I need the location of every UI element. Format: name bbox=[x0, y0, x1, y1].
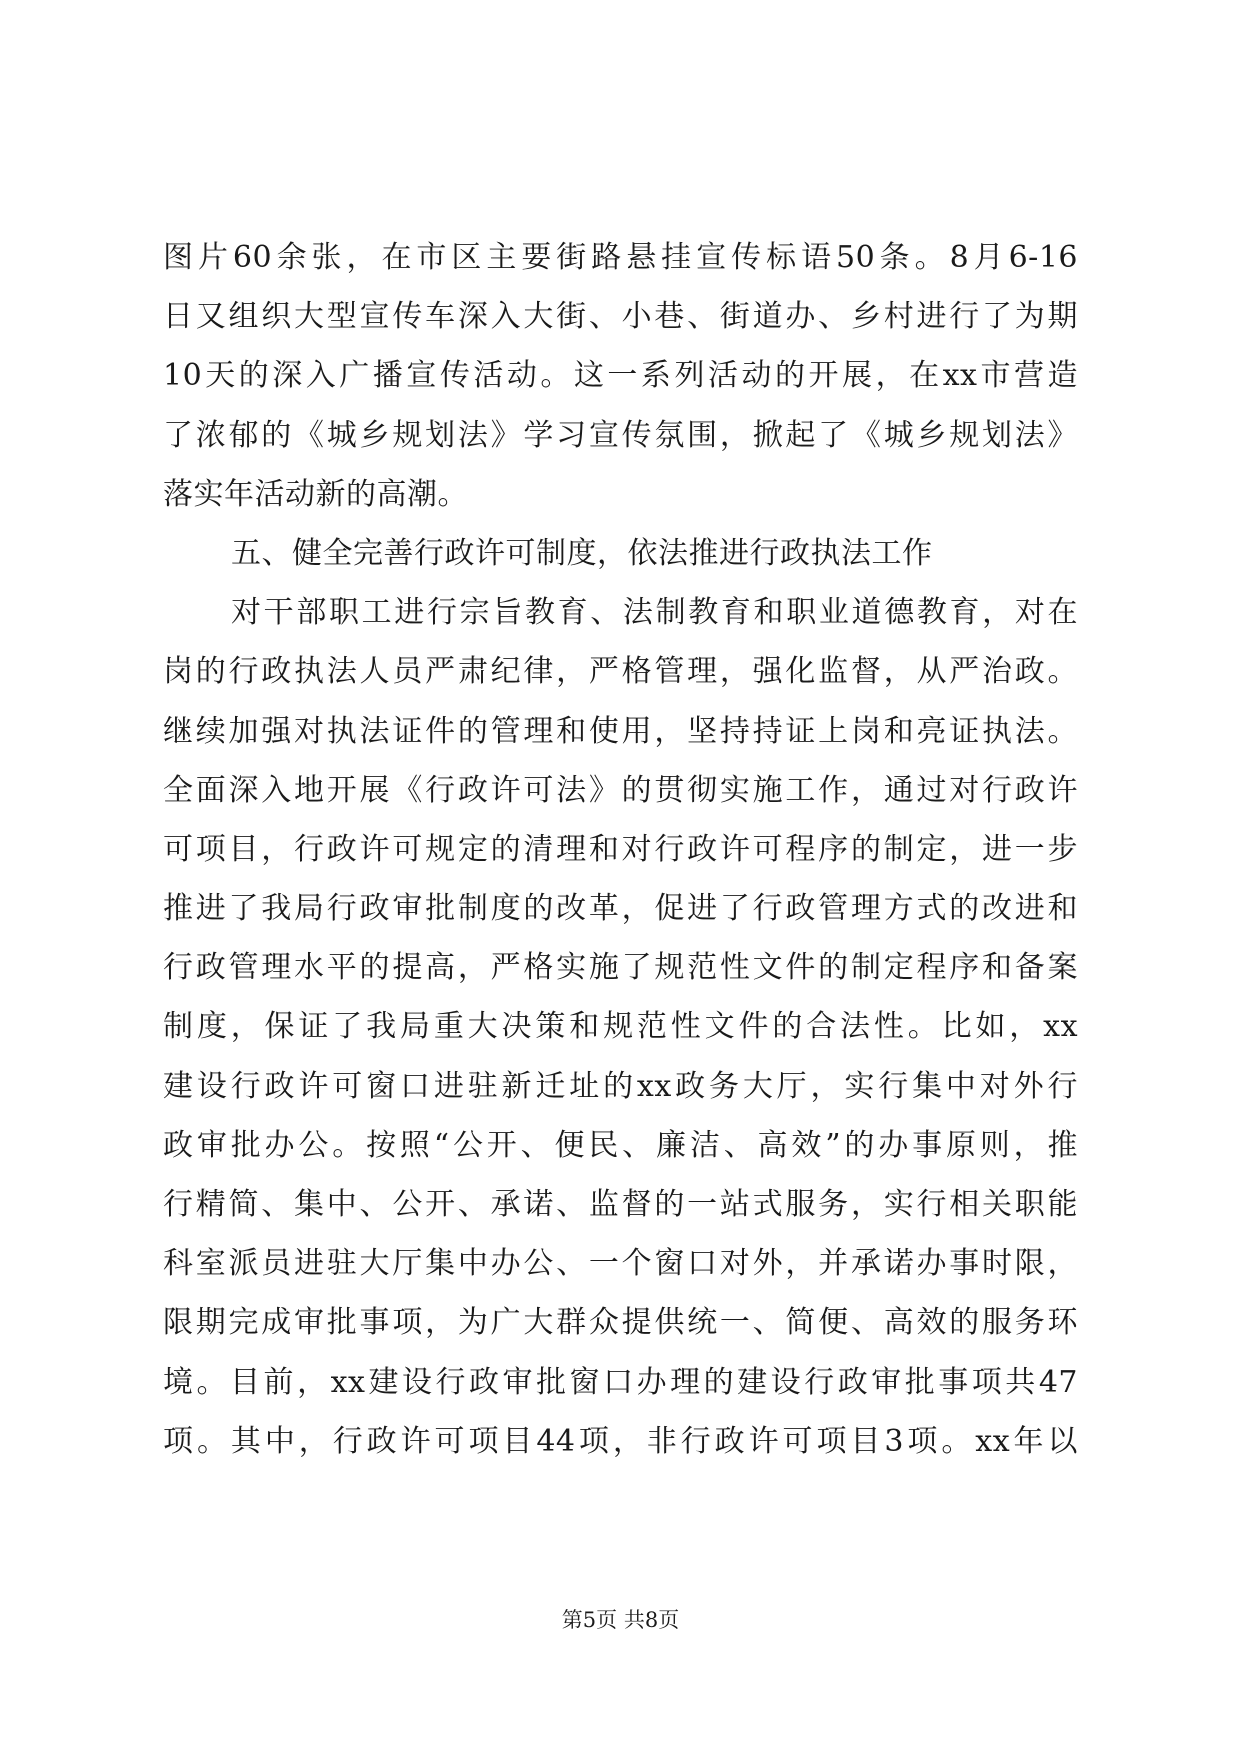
text-line: 科室派员进驻大厅集中办公、一个窗口对外，并承诺办事时限， bbox=[163, 1246, 1078, 1282]
text-line: 落实年活动新的高潮。 bbox=[163, 476, 468, 512]
body-text bbox=[163, 228, 1078, 1471]
text-line: 推进了我局行政审批制度的改革，促进了行政管理方式的改进和 bbox=[163, 891, 1078, 927]
text-line: 行政管理水平的提高，严格实施了规范性文件的制定程序和备案 bbox=[163, 950, 1078, 986]
section-heading: 五、健全完善行政许可制度，依法推进行政执法工作 bbox=[231, 535, 933, 571]
text-line: 对干部职工进行宗旨教育、法制教育和职业道德教育，对在 bbox=[231, 595, 1078, 631]
text-line: 岗的行政执法人员严肃纪律，严格管理，强化监督，从严治政。 bbox=[163, 654, 1078, 690]
text-line: 日又组织大型宣传车深入大街、小巷、街道办、乡村进行了为期 bbox=[163, 299, 1078, 335]
text-line: 建设行政许可窗口进驻新迁址的xx政务大厅，实行集中对外行 bbox=[163, 1068, 1078, 1104]
page-number-footer: 第5页 共8页 bbox=[561, 1608, 680, 1632]
text-line: 限期完成审批事项，为广大群众提供统一、简便、高效的服务环 bbox=[163, 1305, 1078, 1341]
text-line: 可项目，行政许可规定的清理和对行政许可程序的制定，进一步 bbox=[163, 831, 1078, 867]
text-line: 政审批办公。按照“公开、便民、廉洁、高效”的办事原则，推 bbox=[163, 1127, 1078, 1163]
text-line: 继续加强对执法证件的管理和使用，坚持持证上岗和亮证执法。 bbox=[163, 713, 1078, 749]
text-line: 图片60余张，在市区主要街路悬挂宣传标语50条。8月6-16 bbox=[163, 240, 1078, 275]
text-line: 了浓郁的《城乡规划法》学习宣传氛围，掀起了《城乡规划法》 bbox=[163, 417, 1078, 453]
text-line: 10天的深入广播宣传活动。这一系列活动的开展，在xx市营造 bbox=[163, 358, 1078, 394]
text-line: 全面深入地开展《行政许可法》的贯彻实施工作，通过对行政许 bbox=[163, 772, 1078, 808]
text-line: 制度，保证了我局重大决策和规范性文件的合法性。比如，xx bbox=[163, 1009, 1078, 1045]
text-line: 境。目前，xx建设行政审批窗口办理的建设行政审批事项共47 bbox=[163, 1364, 1078, 1400]
text-line: 行精简、集中、公开、承诺、监督的一站式服务，实行相关职能 bbox=[163, 1187, 1078, 1222]
text-line: 项。其中，行政许可项目44项，非行政许可项目3项。xx年以 bbox=[163, 1423, 1078, 1459]
